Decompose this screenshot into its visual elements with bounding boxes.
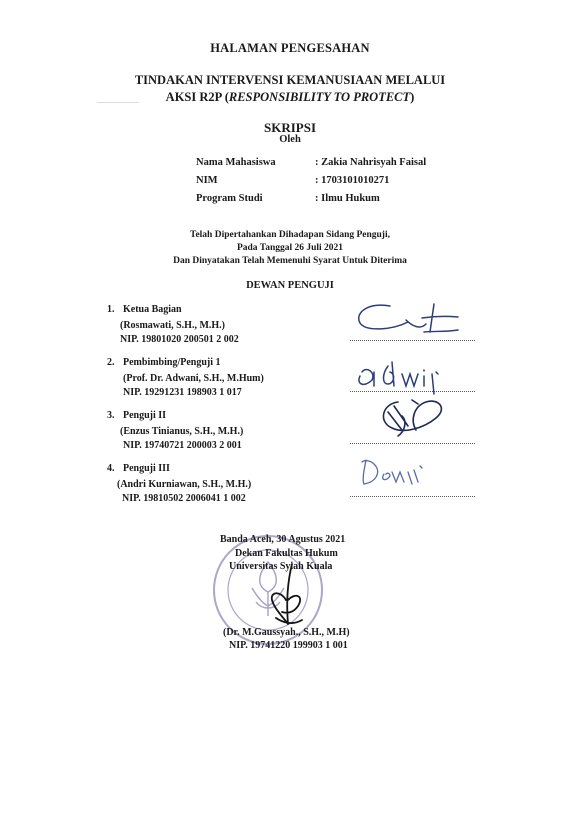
student-nim-value: : 1703101010271 bbox=[315, 175, 390, 186]
thesis-title-line-1: TINDAKAN INTERVENSI KEMANUSIAAN MELALUI bbox=[134, 73, 446, 87]
dean-position: Dekan Fakultas Hukum bbox=[235, 548, 338, 559]
dean-name: (Dr. M.Gaussyah., S.H., M.H) bbox=[223, 627, 350, 638]
by-label: Oleh bbox=[279, 134, 301, 145]
board-member-1 bbox=[0, 304, 580, 349]
student-program-row bbox=[0, 193, 580, 207]
student-program-label: Program Studi bbox=[196, 193, 263, 204]
member-role: Penguji III bbox=[123, 463, 170, 474]
member-name: (Prof. Dr. Adwani, S.H., M.Hum) bbox=[123, 373, 264, 384]
student-program-value: : Ilmu Hukum bbox=[315, 193, 380, 204]
member-nip: NIP. 19801020 200501 2 002 bbox=[120, 334, 239, 345]
board-member-2 bbox=[0, 357, 580, 402]
signature-line-4 bbox=[350, 496, 475, 497]
dean-nip: NIP. 19741220 199903 1 001 bbox=[229, 640, 348, 651]
thesis-title-line-2: AKSI R2P (RESPONSIBILITY TO PROTECT) bbox=[165, 90, 415, 104]
board-heading: DEWAN PENGUJI bbox=[246, 280, 334, 291]
member-role: Pembimbing/Penguji 1 bbox=[123, 357, 221, 368]
board-member-4 bbox=[0, 463, 580, 508]
board-member-3 bbox=[0, 410, 580, 455]
member-number: 2. bbox=[107, 357, 115, 368]
statement-line-1: Telah Dipertahankan Dihadapan Sidang Penguji, bbox=[189, 230, 390, 240]
statement-line-2: Pada Tanggal 26 Juli 2021 bbox=[236, 243, 344, 253]
page-title: HALAMAN PENGESAHAN bbox=[210, 41, 370, 55]
member-nip: NIP. 19810502 2006041 1 002 bbox=[122, 493, 246, 504]
member-nip: NIP. 19291231 198903 1 017 bbox=[123, 387, 242, 398]
member-role: Penguji II bbox=[123, 410, 167, 421]
member-name: (Andri Kurniawan, S.H., M.H.) bbox=[117, 479, 252, 490]
signature-3 bbox=[368, 392, 453, 442]
place-date: Banda Aceh, 30 Agustus 2021 bbox=[220, 534, 346, 545]
signature-line-3 bbox=[350, 443, 475, 444]
signature-4 bbox=[356, 452, 436, 492]
member-nip: NIP. 19740721 200003 2 001 bbox=[123, 440, 242, 451]
member-number: 3. bbox=[107, 410, 115, 421]
student-name-row bbox=[0, 157, 580, 171]
member-name: (Enzus Tinianus, S.H., M.H.) bbox=[120, 426, 244, 437]
student-name-label: Nama Mahasiswa bbox=[196, 157, 276, 168]
university-name: Universitas Syiah Kuala bbox=[229, 561, 333, 572]
member-role: Ketua Bagian bbox=[123, 304, 182, 315]
signature-1 bbox=[350, 296, 465, 341]
member-name: (Rosmawati, S.H., M.H.) bbox=[120, 320, 225, 331]
statement-line-3: Dan Dinyatakan Telah Memenuhi Syarat Untuk Diterima bbox=[173, 256, 407, 266]
member-number: 4. bbox=[107, 463, 115, 474]
member-number: 1. bbox=[107, 304, 115, 315]
student-nim-label: NIM bbox=[196, 175, 218, 186]
student-name-value: : Zakia Nahrisyah Faisal bbox=[315, 157, 427, 168]
document-type: SKRIPSI bbox=[263, 120, 317, 135]
student-nim-row bbox=[0, 175, 580, 189]
